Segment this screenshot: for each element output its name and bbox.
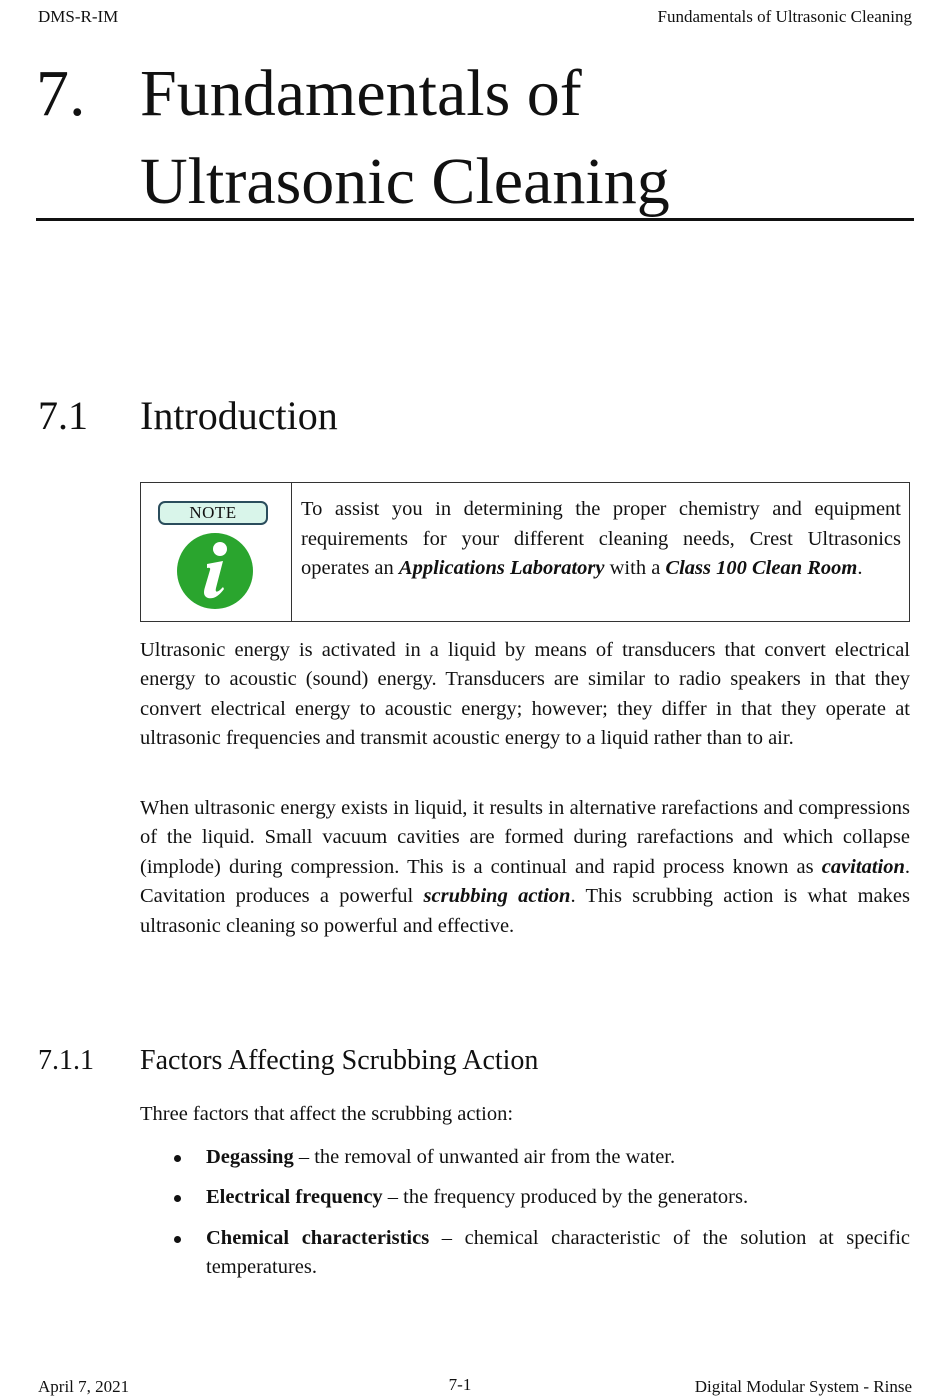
chapter-title-line-1: Fundamentals of bbox=[140, 57, 582, 130]
note-box bbox=[140, 482, 910, 622]
subsection-title: Factors Affecting Scrubbing Action bbox=[140, 1045, 539, 1076]
note-text: To assist you in determining the proper chemistry and equipment requirements for your different cleaning needs, Crest Ultrasonics operates an Applications Laboratory with a Class 100 Clean Room. bbox=[301, 498, 901, 579]
factors-list bbox=[170, 1143, 910, 1294]
section-number: 7.1 bbox=[38, 393, 88, 438]
note-emphasis-lab: Applications Laboratory bbox=[398, 557, 605, 579]
chapter-title-line-2: Ultrasonic Cleaning bbox=[140, 145, 670, 218]
chapter-title-rule bbox=[36, 218, 914, 221]
emphasis-cavitation: cavitation bbox=[821, 855, 905, 878]
factor-term: Degassing bbox=[206, 1146, 294, 1168]
bullet-icon bbox=[174, 1195, 181, 1202]
note-badge: NOTE bbox=[158, 501, 268, 525]
factor-description: – the frequency produced by the generators. bbox=[382, 1186, 749, 1209]
note-divider bbox=[291, 483, 292, 621]
footer-system-name: Digital Modular System - Rinse bbox=[694, 1377, 912, 1396]
emphasis-scrubbing-action: scrubbing action bbox=[423, 885, 571, 908]
header-chapter-name: Fundamentals of Ultrasonic Cleaning bbox=[657, 7, 912, 26]
bullet-icon bbox=[174, 1236, 181, 1243]
section-title: Introduction bbox=[140, 393, 338, 438]
subsection-number: 7.1.1 bbox=[38, 1045, 94, 1076]
chapter-title bbox=[140, 50, 670, 226]
factor-term: Electrical frequency bbox=[206, 1186, 383, 1209]
list-item bbox=[170, 1143, 910, 1172]
footer-date: April 7, 2021 bbox=[38, 1377, 130, 1396]
header-doc-code: DMS-R-IM bbox=[38, 7, 119, 26]
factor-description: – chemical characteristic of the solution at specific temperatures. bbox=[206, 1226, 910, 1279]
list-item bbox=[170, 1224, 910, 1283]
factor-description: – the removal of unwanted air from the water. bbox=[293, 1146, 676, 1168]
factors-intro: Three factors that affect the scrubbing action: bbox=[140, 1103, 514, 1125]
note-emphasis-cleanroom: Class 100 Clean Room bbox=[665, 557, 858, 579]
list-item bbox=[170, 1183, 910, 1212]
chapter-number: 7. bbox=[36, 57, 86, 130]
footer-page-number: 7-1 bbox=[448, 1375, 472, 1394]
paragraph-cavitation: When ultrasonic energy exists in liquid, it results in alternative rarefactions and compressions of the liquid. Small vacuum cavities are formed during rarefactions and which collapse (implode) during compression. This is a continual and rapid process known as cavitation. Cavitation produces a powerful scrubbing action. This scrubbing action is what makes ultrasonic cleaning so powerful and effective. bbox=[140, 797, 910, 937]
info-icon bbox=[176, 532, 254, 610]
bullet-icon bbox=[174, 1155, 181, 1162]
paragraph-transducers: Ultrasonic energy is activated in a liquid by means of transducers that convert electrical energy to acoustic (sound) energy. Transducers are similar to radio speakers in that they convert electrical energy to acoustic energy; however; they differ in that they operate at ultrasonic frequencies and transmit acoustic energy to a liquid rather than to air. bbox=[140, 639, 910, 750]
factor-term: Chemical characteristics bbox=[206, 1226, 430, 1249]
